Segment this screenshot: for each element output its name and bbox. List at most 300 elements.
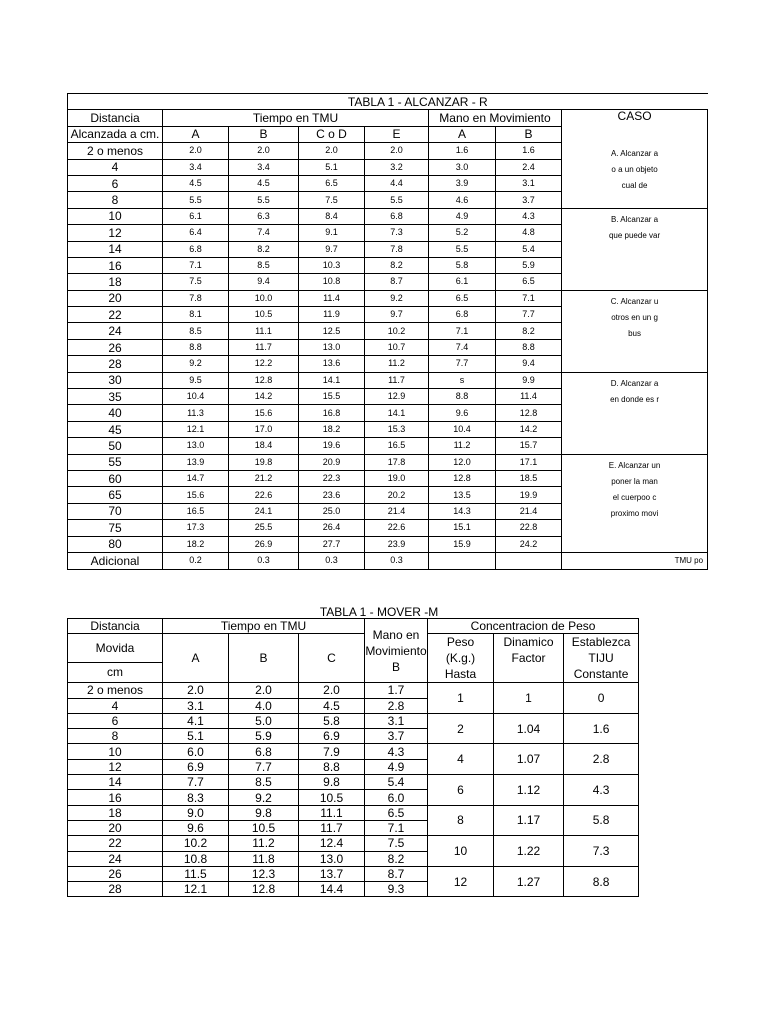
value-cell: 9.9 — [496, 372, 562, 388]
value-cell: 9.5 — [163, 372, 229, 388]
value-cell: 10.8 — [299, 274, 365, 290]
distance-cell: 18 — [68, 805, 163, 820]
value-cell: 12.8 — [229, 882, 299, 897]
value-cell: 6.8 — [163, 241, 229, 257]
value-cell: 5.5 — [163, 192, 229, 208]
value-cell: 4.5 — [163, 175, 229, 191]
value-cell: 9.6 — [163, 820, 229, 835]
weight-constante-cell: 4.3 — [564, 775, 639, 806]
value-cell: 14.4 — [299, 882, 365, 897]
value-cell: 10.3 — [299, 257, 365, 273]
value-cell: 7.5 — [163, 274, 229, 290]
value-cell: 11.5 — [163, 866, 229, 881]
head-tiempo-tmu: Tiempo en TMU — [163, 110, 429, 126]
head-est-line-1: Establezca — [571, 635, 631, 650]
value-cell: 23.9 — [365, 536, 429, 552]
value-cell: 8.8 — [163, 339, 229, 355]
value-cell: 11.7 — [365, 372, 429, 388]
value-cell: 8.3 — [163, 790, 229, 805]
col-c-o-d: C o D — [299, 126, 365, 142]
distance-cell: 20 — [68, 290, 163, 306]
value-cell: 5.1 — [299, 159, 365, 175]
value-cell: 2.0 — [229, 143, 299, 159]
value-cell: 17.3 — [163, 520, 229, 536]
caso-b-description — [562, 208, 708, 290]
value-cell: 7.8 — [365, 241, 429, 257]
distance-cell: 45 — [68, 421, 163, 437]
distance-cell: 50 — [68, 438, 163, 454]
weight-constante-cell: 8.8 — [564, 866, 639, 897]
value-cell: 22.6 — [229, 487, 299, 503]
distance-cell: 8 — [68, 729, 163, 744]
value-cell: 9.2 — [163, 356, 229, 372]
value-cell: 3.4 — [163, 159, 229, 175]
col-mover-c: C — [299, 634, 365, 683]
value-cell: 6.8 — [229, 744, 299, 759]
weight-constante-cell: 5.8 — [564, 805, 639, 836]
value-cell: 7.4 — [229, 225, 299, 241]
value-cell: 20.2 — [365, 487, 429, 503]
value-cell: 19.6 — [299, 438, 365, 454]
distance-cell: 55 — [68, 454, 163, 470]
value-cell: 8.2 — [365, 257, 429, 273]
value-cell: 4.9 — [365, 759, 428, 774]
value-cell: 4.9 — [429, 208, 496, 224]
value-cell: 26.4 — [299, 520, 365, 536]
table-row — [68, 143, 708, 159]
value-cell: 12.8 — [496, 405, 562, 421]
value-cell: 9.3 — [365, 882, 428, 897]
distance-cell: 80 — [68, 536, 163, 552]
value-cell: 13.9 — [163, 454, 229, 470]
head-mano-line-3: B — [391, 659, 400, 674]
head-tiempo-tmu-mover: Tiempo en TMU — [163, 619, 365, 634]
value-cell: 5.5 — [365, 192, 429, 208]
value-cell: 2.0 — [163, 683, 229, 698]
distance-cell: 28 — [68, 356, 163, 372]
value-cell: 6.9 — [299, 729, 365, 744]
value-cell: 5.8 — [429, 257, 496, 273]
head-peso-line-2: (K.g.) — [445, 651, 476, 666]
value-cell: 5.4 — [365, 775, 428, 790]
distance-cell: 24 — [68, 851, 163, 866]
head-mano-movimiento: Mano en Movimiento — [429, 110, 562, 126]
value-cell: 21.4 — [365, 503, 429, 519]
value-cell — [429, 552, 496, 569]
col-mano-b: B — [496, 126, 562, 142]
value-cell: 7.7 — [229, 759, 299, 774]
value-cell: 8.7 — [365, 866, 428, 881]
value-cell: 9.2 — [229, 790, 299, 805]
value-cell: 5.9 — [496, 257, 562, 273]
weight-factor-cell: 1.12 — [494, 775, 564, 806]
value-cell: 10.4 — [429, 421, 496, 437]
value-cell: 19.8 — [229, 454, 299, 470]
value-cell: 18.4 — [229, 438, 299, 454]
value-cell: 13.7 — [299, 866, 365, 881]
value-cell: 4.3 — [496, 208, 562, 224]
value-cell: 12.4 — [299, 836, 365, 851]
weight-constante-cell: 2.8 — [564, 744, 639, 775]
value-cell: 8.2 — [496, 323, 562, 339]
value-cell: 11.9 — [299, 307, 365, 323]
value-cell: 8.1 — [163, 307, 229, 323]
value-cell: 11.2 — [229, 836, 299, 851]
distance-cell: 6 — [68, 175, 163, 191]
head-din-line-1: Dinamico — [503, 635, 554, 650]
value-cell: 12.8 — [229, 372, 299, 388]
value-cell: 13.5 — [429, 487, 496, 503]
value-cell: 11.3 — [163, 405, 229, 421]
table-row — [68, 208, 708, 224]
col-a: A — [163, 126, 229, 142]
value-cell: 2.0 — [299, 683, 365, 698]
value-cell: 26.9 — [229, 536, 299, 552]
value-cell: 8.7 — [365, 274, 429, 290]
value-cell: 4.1 — [163, 713, 229, 728]
distance-cell: 4 — [68, 159, 163, 175]
value-cell: 5.5 — [229, 192, 299, 208]
distance-cell: 75 — [68, 520, 163, 536]
value-cell: 8.5 — [163, 323, 229, 339]
value-cell: 22.8 — [496, 520, 562, 536]
value-cell: 27.7 — [299, 536, 365, 552]
value-cell: 3.7 — [496, 192, 562, 208]
value-cell: 7.1 — [429, 323, 496, 339]
distance-cell: 26 — [68, 339, 163, 355]
value-cell: 8.2 — [365, 851, 428, 866]
value-cell: 10.2 — [365, 323, 429, 339]
weight-peso-cell: 6 — [428, 775, 494, 806]
table-row — [68, 290, 708, 306]
value-cell: 18.5 — [496, 470, 562, 486]
caso-e-description — [562, 454, 708, 552]
value-cell: 17.8 — [365, 454, 429, 470]
value-cell: 15.9 — [429, 536, 496, 552]
value-cell: 15.1 — [429, 520, 496, 536]
value-cell: 3.1 — [365, 713, 428, 728]
value-cell: 3.1 — [163, 698, 229, 713]
distance-cell: 24 — [68, 323, 163, 339]
distance-cell: 8 — [68, 192, 163, 208]
distance-cell: 2 o menos — [68, 143, 163, 159]
value-cell: 3.4 — [229, 159, 299, 175]
value-cell: 10.4 — [163, 389, 229, 405]
weight-factor-cell: 1.27 — [494, 866, 564, 897]
value-cell: 7.9 — [299, 744, 365, 759]
value-cell: 1.6 — [496, 143, 562, 159]
value-cell: 10.5 — [229, 820, 299, 835]
value-cell: 9.0 — [163, 805, 229, 820]
distance-cell: 12 — [68, 759, 163, 774]
value-cell: 16.5 — [365, 438, 429, 454]
value-cell: 9.7 — [365, 307, 429, 323]
value-cell: 5.5 — [429, 241, 496, 257]
distance-cell: 20 — [68, 820, 163, 835]
value-cell: 6.1 — [429, 274, 496, 290]
distance-cell: 60 — [68, 470, 163, 486]
value-cell: 9.6 — [429, 405, 496, 421]
distance-cell: 16 — [68, 790, 163, 805]
value-cell: 1.7 — [365, 683, 428, 698]
value-cell: 3.7 — [365, 729, 428, 744]
weight-factor-cell: 1.04 — [494, 713, 564, 744]
caso-d-line: en donde es r — [610, 394, 659, 404]
value-cell: 15.6 — [229, 405, 299, 421]
distance-cell: 4 — [68, 698, 163, 713]
weight-constante-cell: 0 — [564, 683, 639, 714]
value-cell: 15.5 — [299, 389, 365, 405]
value-cell: 24.1 — [229, 503, 299, 519]
value-cell: 15.7 — [496, 438, 562, 454]
value-cell: 7.1 — [163, 257, 229, 273]
value-cell: 13.0 — [299, 339, 365, 355]
caso-c-line: otros en un g — [611, 312, 658, 322]
head-din-line-2: Factor — [511, 651, 546, 666]
value-cell: 22.3 — [299, 470, 365, 486]
value-cell: 25.5 — [229, 520, 299, 536]
value-cell: 14.2 — [496, 421, 562, 437]
value-cell: 12.8 — [429, 470, 496, 486]
col-mover-a: A — [163, 634, 229, 683]
weight-factor-cell: 1 — [494, 683, 564, 714]
distance-cell: 14 — [68, 241, 163, 257]
head-concentracion-peso: Concentracion de Peso — [428, 619, 639, 634]
caso-d-description — [562, 372, 708, 454]
value-cell: 8.5 — [229, 775, 299, 790]
value-cell: 5.1 — [163, 729, 229, 744]
value-cell: 5.2 — [429, 225, 496, 241]
weight-factor-cell: 1.07 — [494, 744, 564, 775]
value-cell: 4.4 — [365, 175, 429, 191]
value-cell: 13.0 — [299, 851, 365, 866]
table-row — [68, 713, 639, 728]
value-cell — [496, 552, 562, 569]
table-row — [68, 372, 708, 388]
value-cell: 14.7 — [163, 470, 229, 486]
caso-e-line: E. Alcanzar un — [608, 460, 661, 470]
value-cell: 18.2 — [299, 421, 365, 437]
value-cell: 6.3 — [229, 208, 299, 224]
head-mano-line-2: Movimiento — [365, 643, 427, 658]
value-cell: 6.5 — [299, 175, 365, 191]
value-cell: 18.2 — [163, 536, 229, 552]
col-mover-b: B — [229, 634, 299, 683]
value-cell: 10.7 — [365, 339, 429, 355]
value-cell: 9.8 — [299, 775, 365, 790]
value-cell: 11.2 — [365, 356, 429, 372]
head-movida: Movida — [68, 634, 163, 662]
distance-cell: 65 — [68, 487, 163, 503]
caso-d-line: D. Alcanzar a — [610, 378, 659, 388]
value-cell: 12.9 — [365, 389, 429, 405]
value-cell: 2.0 — [163, 143, 229, 159]
value-cell: 5.8 — [299, 713, 365, 728]
value-cell: 23.6 — [299, 487, 365, 503]
table-row — [68, 552, 708, 569]
caso-e-line: el cuerpoo c — [612, 492, 657, 502]
caso-c-line: C. Alcanzar u — [610, 296, 659, 306]
value-cell: 4.3 — [365, 744, 428, 759]
weight-factor-cell: 1.22 — [494, 836, 564, 867]
col-mano-a: A — [429, 126, 496, 142]
caso-a-line: A. Alcanzar a — [610, 148, 659, 158]
value-cell: 6.5 — [365, 805, 428, 820]
distance-cell: 30 — [68, 372, 163, 388]
distance-cell: 70 — [68, 503, 163, 519]
weight-peso-cell: 10 — [428, 836, 494, 867]
head-mano-movimiento-b — [365, 619, 428, 683]
value-cell: 10.5 — [229, 307, 299, 323]
value-cell: 14.1 — [299, 372, 365, 388]
table-row — [68, 454, 708, 470]
value-cell: 7.7 — [496, 307, 562, 323]
value-cell: 21.4 — [496, 503, 562, 519]
value-cell: 9.8 — [229, 805, 299, 820]
value-cell: 11.2 — [429, 438, 496, 454]
head-establezca — [564, 634, 639, 683]
value-cell: 8.8 — [496, 339, 562, 355]
distance-cell: 18 — [68, 274, 163, 290]
distance-cell: 10 — [68, 744, 163, 759]
value-cell: 2.0 — [299, 143, 365, 159]
value-cell: 0.2 — [163, 552, 229, 569]
head-peso — [428, 634, 494, 683]
alcanzar-table — [67, 93, 708, 570]
value-cell: 8.8 — [429, 389, 496, 405]
distance-cell: 22 — [68, 307, 163, 323]
value-cell: 14.2 — [229, 389, 299, 405]
value-cell: 16.8 — [299, 405, 365, 421]
value-cell: 11.1 — [229, 323, 299, 339]
value-cell: 9.4 — [496, 356, 562, 372]
value-cell: 8.2 — [229, 241, 299, 257]
value-cell: 3.2 — [365, 159, 429, 175]
value-cell: 0.3 — [365, 552, 429, 569]
value-cell: 12.0 — [429, 454, 496, 470]
value-cell: 2.0 — [365, 143, 429, 159]
weight-peso-cell: 4 — [428, 744, 494, 775]
distance-cell: 14 — [68, 775, 163, 790]
alcanzar-table-title: TABLA 1 - ALCANZAR - R — [68, 94, 708, 110]
value-cell: 7.7 — [163, 775, 229, 790]
value-cell: 4.0 — [229, 698, 299, 713]
value-cell: 10.0 — [229, 290, 299, 306]
value-cell: 11.7 — [299, 820, 365, 835]
table-row — [68, 805, 639, 820]
value-cell: 8.4 — [299, 208, 365, 224]
value-cell: 17.1 — [496, 454, 562, 470]
value-cell: 12.3 — [229, 866, 299, 881]
col-e: E — [365, 126, 429, 142]
distance-cell: 12 — [68, 225, 163, 241]
value-cell: 12.1 — [163, 882, 229, 897]
value-cell: 6.0 — [365, 790, 428, 805]
distance-cell: 28 — [68, 882, 163, 897]
value-cell: 9.7 — [299, 241, 365, 257]
head-cm: cm — [68, 662, 163, 683]
table-row — [68, 683, 639, 698]
weight-constante-cell: 1.6 — [564, 713, 639, 744]
table-row — [68, 836, 639, 851]
weight-factor-cell: 1.17 — [494, 805, 564, 836]
value-cell: 6.5 — [429, 290, 496, 306]
head-est-line-3: Constante — [573, 667, 629, 682]
caso-e-line: poner la man — [611, 476, 658, 486]
head-caso: CASO — [562, 110, 708, 143]
caso-b-line: B. Alcanzar a — [610, 214, 659, 224]
value-cell: 4.5 — [229, 175, 299, 191]
value-cell: 15.6 — [163, 487, 229, 503]
value-cell: 3.9 — [429, 175, 496, 191]
value-cell: 7.1 — [496, 290, 562, 306]
value-cell: 4.8 — [496, 225, 562, 241]
value-cell: 9.1 — [299, 225, 365, 241]
value-cell: 7.4 — [429, 339, 496, 355]
weight-peso-cell: 12 — [428, 866, 494, 897]
value-cell: 11.1 — [299, 805, 365, 820]
value-cell: 6.9 — [163, 759, 229, 774]
value-cell: 3.0 — [429, 159, 496, 175]
value-cell: 7.7 — [429, 356, 496, 372]
value-cell: 6.1 — [163, 208, 229, 224]
distance-cell: 40 — [68, 405, 163, 421]
caso-e-line: proximo movi — [610, 508, 659, 518]
weight-peso-cell: 2 — [428, 713, 494, 744]
distance-cell: 2 o menos — [68, 683, 163, 698]
value-cell: 21.2 — [229, 470, 299, 486]
table-row — [68, 775, 639, 790]
value-cell: 5.0 — [229, 713, 299, 728]
value-cell: 10.2 — [163, 836, 229, 851]
mover-table — [67, 601, 639, 897]
value-cell: 2.0 — [229, 683, 299, 698]
value-cell: 9.2 — [365, 290, 429, 306]
value-cell: 8.8 — [299, 759, 365, 774]
value-cell: 11.4 — [299, 290, 365, 306]
head-distancia: Distancia — [68, 110, 163, 126]
value-cell: 9.4 — [229, 274, 299, 290]
value-cell: 11.4 — [496, 389, 562, 405]
value-cell: 7.8 — [163, 290, 229, 306]
value-cell: 0.3 — [229, 552, 299, 569]
caso-c-line: bus — [628, 328, 641, 338]
value-cell: 19.0 — [365, 470, 429, 486]
value-cell: 14.3 — [429, 503, 496, 519]
value-cell: 6.8 — [429, 307, 496, 323]
value-cell: 13.0 — [163, 438, 229, 454]
value-cell: 2.4 — [496, 159, 562, 175]
value-cell: 2.8 — [365, 698, 428, 713]
head-mano-line-1: Mano en — [372, 627, 420, 642]
value-cell: 10.5 — [299, 790, 365, 805]
value-cell: 6.0 — [163, 744, 229, 759]
value-cell: 4.6 — [429, 192, 496, 208]
value-cell: 7.1 — [365, 820, 428, 835]
value-cell: s — [429, 372, 496, 388]
weight-peso-cell: 1 — [428, 683, 494, 714]
value-cell: 10.8 — [163, 851, 229, 866]
value-cell: 17.0 — [229, 421, 299, 437]
value-cell: 4.5 — [299, 698, 365, 713]
value-cell: 24.2 — [496, 536, 562, 552]
value-cell: 0.3 — [299, 552, 365, 569]
distance-cell: 26 — [68, 866, 163, 881]
value-cell: 13.6 — [299, 356, 365, 372]
value-cell: 5.4 — [496, 241, 562, 257]
value-cell: 15.3 — [365, 421, 429, 437]
alcanzar-table-container — [67, 93, 704, 573]
